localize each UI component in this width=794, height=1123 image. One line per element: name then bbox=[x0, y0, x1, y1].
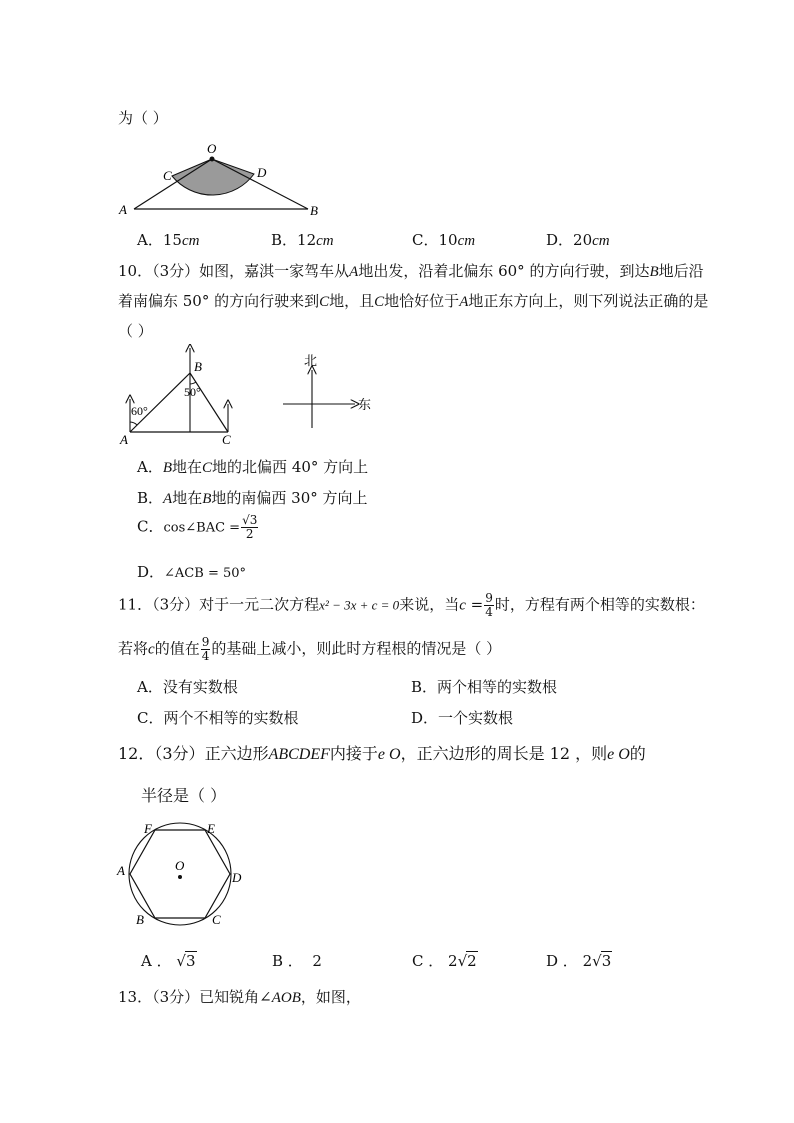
q10-compass-figure bbox=[280, 350, 380, 432]
q9-option-a: A．15cm bbox=[137, 231, 200, 249]
q13-score: （3分） bbox=[152, 988, 200, 1006]
q9-tail: 为（ ） bbox=[118, 109, 168, 127]
q10-segment-ab bbox=[130, 373, 190, 432]
q11-option-b: B．两个相等的实数根 bbox=[411, 678, 558, 696]
q9-label-b: B bbox=[310, 203, 318, 218]
q10-option-d: D．∠ACB = 50° bbox=[137, 563, 247, 581]
q10-stem-line3: （ ） bbox=[118, 322, 153, 340]
q11-stem-line2: 若将c的值在 $\frac{9}{4}$ 的基础上减小，则此时方程根的情况是（ ） bbox=[118, 635, 502, 663]
q10-option-b: B．A地在B地的南偏西 30° 方向上 bbox=[137, 489, 368, 507]
q10-label-a: A bbox=[120, 432, 128, 447]
q12-circle bbox=[129, 823, 231, 925]
q12-center-point bbox=[178, 875, 182, 879]
q10-stem-line1: 10．（3分）如图，嘉淇一家驾车从A地出发，沿着北偏东 60° 的方向行驶，到达B地后沿 bbox=[118, 262, 704, 280]
q10-angle-arc-b bbox=[190, 382, 196, 384]
q10-score: （3分） bbox=[152, 262, 200, 280]
q10-option-a: A．B地在C地的北偏西 40° 方向上 bbox=[137, 458, 369, 476]
q10-number: 10． bbox=[118, 262, 153, 280]
q9-option-d: D．20cm bbox=[546, 231, 610, 249]
q9-label-d: D bbox=[257, 165, 267, 180]
q10-label-b: B bbox=[194, 359, 202, 374]
q12-stem-line1: 12．（3分）正六边形ABCDEF内接于e O，正六边形的周长是 12 ，则e O的 bbox=[118, 744, 646, 763]
q11-number: 11． bbox=[118, 595, 153, 614]
q13-stem: 13．（3分）已知锐角∠AOB，如图， bbox=[118, 988, 361, 1006]
q12-option-a: A ． √3 bbox=[141, 952, 196, 970]
q10-compass-east: 东 bbox=[358, 397, 372, 412]
q13-number: 13． bbox=[118, 988, 153, 1006]
q12-stem-line2: 半径是（ ） bbox=[141, 786, 227, 805]
q12-label-o: O bbox=[175, 858, 185, 873]
q12-hexagon bbox=[130, 830, 230, 918]
q10-label-c: C bbox=[222, 432, 231, 447]
q10-option-c: C．cos∠BAC = $\frac{√3}{2}$ bbox=[137, 513, 258, 541]
q10-compass-north: 北 bbox=[304, 353, 318, 368]
q9-label-a: A bbox=[119, 202, 127, 217]
q9-label-c: C bbox=[163, 168, 172, 183]
q12-label-c: C bbox=[212, 912, 221, 927]
q10-label-angle-a: 60° bbox=[131, 404, 148, 418]
q12-option-b: B ． 2 bbox=[272, 952, 322, 970]
q12-option-d: D ． 2√3 bbox=[546, 952, 612, 970]
q11-option-c: C．两个不相等的实数根 bbox=[137, 709, 299, 727]
q12-label-a: A bbox=[117, 863, 125, 878]
q11-stem-line1: 11．（3分）对于一元二次方程x² − 3x + c = 0来说，当c = $\frac{9}{4}$ 时，方程有两个相等的实数根： bbox=[118, 591, 705, 619]
q10-label-angle-b: 50° bbox=[184, 385, 201, 399]
q10-stem-line2: 着南偏东 50° 的方向行驶来到C地，且C地恰好位于A地正东方向上，则下列说法正确的是 bbox=[118, 292, 709, 310]
q12-score: （3分） bbox=[154, 744, 205, 763]
q12-label-f: F bbox=[144, 821, 152, 836]
q11-option-d: D．一个实数根 bbox=[411, 709, 514, 727]
q9-label-o: O bbox=[207, 141, 217, 156]
q12-number: 12． bbox=[118, 744, 155, 763]
q12-option-c: C ． 2√2 bbox=[412, 952, 477, 970]
q12-label-b: B bbox=[136, 912, 144, 927]
q11-option-a: A．没有实数根 bbox=[137, 678, 238, 696]
q12-label-e: E bbox=[207, 821, 215, 836]
q10-angle-arc-a bbox=[130, 422, 137, 425]
q12-label-d: D bbox=[232, 870, 242, 885]
q12-hexagon-figure bbox=[112, 818, 252, 930]
q10-triangle-figure bbox=[114, 344, 248, 448]
q9-figure bbox=[112, 138, 324, 220]
q11-score: （3分） bbox=[152, 595, 200, 614]
q9-option-c: C．10cm bbox=[412, 231, 476, 249]
q9-point-o bbox=[210, 157, 215, 162]
q9-option-b: B．12cm bbox=[271, 231, 334, 249]
